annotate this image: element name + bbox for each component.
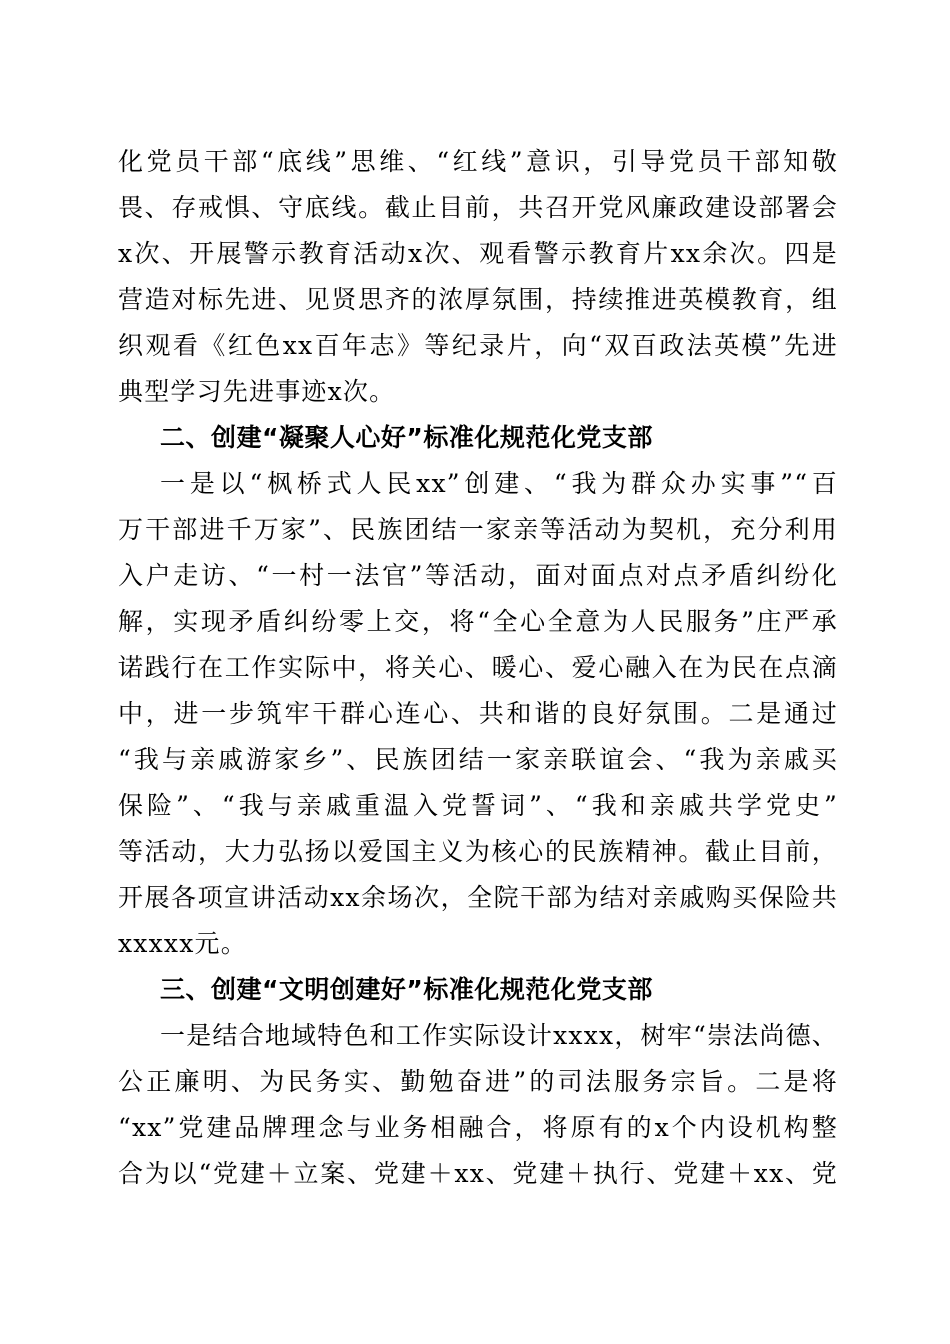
- paragraph-line-first: 一是结合地域特色和工作实际设计xxxx，树牢“崇法尚德、: [160, 1021, 838, 1050]
- paragraph-line: 织观看《红色xx百年志》等纪录片，向“双百政法英模”先进: [118, 331, 838, 360]
- paragraph-line: 公正廉明、为民务实、勤勉奋进”的司法服务宗旨。二是将: [118, 1067, 838, 1096]
- paragraph-line-last: xxxxx元。: [118, 929, 247, 958]
- paragraph-line: 营造对标先进、见贤思齐的浓厚氛围，持续推进英模教育，组: [118, 285, 838, 314]
- paragraph-line: 畏、存戒惧、守底线。截止目前，共召开党风廉政建设部署会: [118, 193, 838, 222]
- paragraph-line-first: 一是以“枫桥式人民xx”创建、“我为群众办实事”“百: [160, 469, 838, 498]
- paragraph-line: 入户走访、“一村一法官”等活动，面对面点对点矛盾纠纷化: [118, 561, 838, 590]
- paragraph-line: 中，进一步筑牢干群心连心、共和谐的良好氛围。二是通过: [118, 699, 838, 728]
- paragraph-line: “xx”党建品牌理念与业务相融合，将原有的x个内设机构整: [118, 1113, 838, 1142]
- paragraph-line: x次、开展警示教育活动x次、观看警示教育片xx余次。四是: [118, 239, 838, 268]
- paragraph-line: 解，实现矛盾纠纷零上交，将“全心全意为人民服务”庄严承: [118, 607, 838, 636]
- paragraph-line: 合为以“党建＋立案、党建＋xx、党建＋执行、党建＋xx、党: [118, 1159, 838, 1188]
- paragraph-line-last: 典型学习先进事迹x次。: [118, 377, 396, 406]
- paragraph-line: 万干部进千万家”、民族团结一家亲等活动为契机，充分利用: [118, 515, 838, 544]
- section-heading-3: 三、创建“文明创建好”标准化规范化党支部: [160, 975, 653, 1004]
- paragraph-line: 开展各项宣讲活动xx余场次，全院干部为结对亲戚购买保险共: [118, 883, 838, 912]
- paragraph-line: 化党员干部“底线”思维、“红线”意识，引导党员干部知敬: [118, 147, 838, 176]
- paragraph-line: 等活动，大力弘扬以爱国主义为核心的民族精神。截止目前，: [118, 837, 838, 866]
- section-heading-2: 二、创建“凝聚人心好”标准化规范化党支部: [160, 423, 653, 452]
- paragraph-line: “我与亲戚游家乡”、民族团结一家亲联谊会、“我为亲戚买: [118, 745, 838, 774]
- paragraph-line: 诺践行在工作实际中，将关心、暖心、爱心融入在为民在点滴: [118, 653, 838, 682]
- paragraph-line: 保险”、“我与亲戚重温入党誓词”、“我和亲戚共学党史”: [118, 791, 838, 820]
